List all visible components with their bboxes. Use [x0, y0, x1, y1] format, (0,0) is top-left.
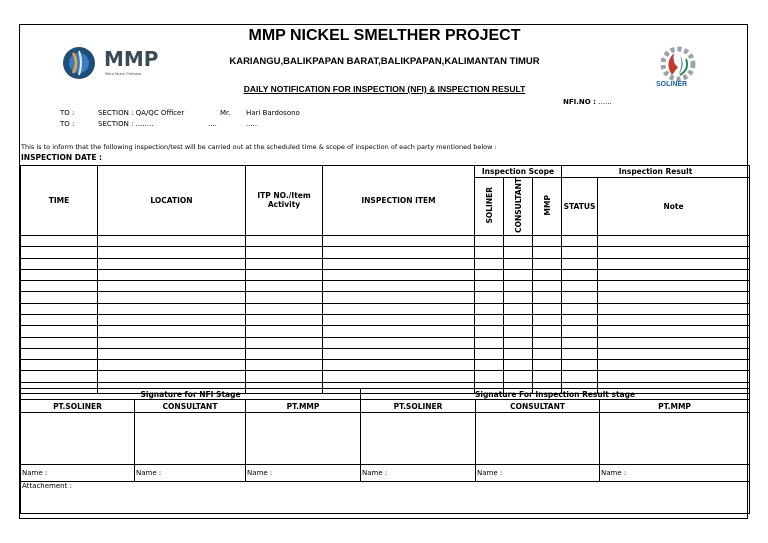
name-field[interactable]: Name : [135, 465, 246, 482]
table-row [21, 247, 750, 258]
table-cell[interactable] [533, 348, 562, 359]
table-cell[interactable] [323, 281, 475, 292]
table-cell[interactable] [598, 235, 750, 246]
table-cell[interactable] [598, 269, 750, 280]
table-cell[interactable] [21, 292, 98, 303]
title-label: .... [208, 120, 217, 128]
table-cell[interactable] [98, 269, 246, 280]
name-field[interactable]: Name : [476, 465, 600, 482]
table-cell[interactable] [475, 247, 504, 258]
addressee-row-1 [20, 109, 420, 119]
form-title: DAILY NOTIFICATION FOR INSPECTION (NFI) & INSPECTION RESULT [243, 84, 526, 94]
table-cell[interactable] [98, 247, 246, 258]
signature-box[interactable] [476, 413, 600, 465]
col-mmp-header: MMP [533, 178, 562, 236]
table-cell[interactable] [475, 348, 504, 359]
title-label: Mr. [220, 109, 231, 117]
table-cell[interactable] [504, 371, 533, 382]
party-mmp-result: PT.MMP [600, 400, 750, 413]
table-cell[interactable] [504, 326, 533, 337]
scope-header: Inspection Scope [475, 166, 562, 178]
table-cell[interactable] [98, 235, 246, 246]
table-cell[interactable] [98, 337, 246, 348]
party-mmp-nfi: PT.MMP [246, 400, 361, 413]
table-cell[interactable] [598, 326, 750, 337]
table-cell[interactable] [475, 281, 504, 292]
table-cell[interactable] [21, 326, 98, 337]
table-cell[interactable] [562, 303, 598, 314]
nfi-stage-header: Signature for NFI Stage [21, 389, 361, 400]
project-title: MMP NICKEL SMELTHER PROJECT [248, 27, 521, 44]
mmp-logo-text: MMP [104, 47, 159, 71]
table-cell[interactable] [246, 292, 323, 303]
col-item-header: INSPECTION ITEM [323, 166, 475, 236]
name-field[interactable]: Name : [361, 465, 476, 482]
table-cell[interactable] [504, 281, 533, 292]
table-row [21, 258, 750, 269]
table-cell[interactable] [475, 258, 504, 269]
table-cell[interactable] [475, 303, 504, 314]
col-location-header: LOCATION [98, 166, 246, 236]
table-cell[interactable] [504, 348, 533, 359]
table-cell[interactable] [246, 303, 323, 314]
table-cell[interactable] [246, 326, 323, 337]
table-cell[interactable] [533, 235, 562, 246]
table-cell[interactable] [246, 337, 323, 348]
table-cell[interactable] [562, 360, 598, 371]
table-cell[interactable] [246, 235, 323, 246]
table-cell[interactable] [475, 292, 504, 303]
table-cell[interactable] [562, 247, 598, 258]
table-cell[interactable] [475, 269, 504, 280]
table-cell[interactable] [562, 348, 598, 359]
result-stage-header: Signature For Inspection Result stage [361, 389, 750, 400]
signature-table [20, 388, 750, 514]
table-cell[interactable] [246, 269, 323, 280]
table-cell[interactable] [246, 371, 323, 382]
table-cell[interactable] [598, 337, 750, 348]
nfi-label: NFI.NO : [563, 98, 596, 106]
table-cell[interactable] [323, 303, 475, 314]
section-label: SECTION : ........ [98, 120, 154, 128]
table-cell[interactable] [533, 247, 562, 258]
table-body [21, 235, 750, 393]
signature-box[interactable] [361, 413, 476, 465]
table-cell[interactable] [98, 326, 246, 337]
table-cell[interactable] [533, 258, 562, 269]
addressee-row-2 [20, 120, 420, 130]
table-row [21, 371, 750, 382]
party-soliner-nfi: PT.SOLINER [21, 400, 135, 413]
table-cell[interactable] [323, 360, 475, 371]
name-field[interactable]: Name : [246, 465, 361, 482]
table-row [21, 326, 750, 337]
table-cell[interactable] [21, 269, 98, 280]
signature-box[interactable] [135, 413, 246, 465]
table-cell[interactable] [323, 348, 475, 359]
table-cell[interactable] [475, 326, 504, 337]
table-cell[interactable] [21, 337, 98, 348]
col-soliner-header: SOLINER [475, 178, 504, 236]
table-cell[interactable] [323, 371, 475, 382]
table-cell[interactable] [98, 371, 246, 382]
inspection-date-label: INSPECTION DATE : [21, 153, 103, 162]
table-cell[interactable] [598, 247, 750, 258]
table-cell[interactable] [21, 281, 98, 292]
table-row [21, 360, 750, 371]
table-cell[interactable] [475, 337, 504, 348]
nfi-form [19, 24, 748, 519]
col-note-header: Note [598, 178, 750, 236]
table-cell[interactable] [323, 315, 475, 326]
table-cell[interactable] [21, 303, 98, 314]
table-row [21, 292, 750, 303]
table-cell[interactable] [562, 337, 598, 348]
table-cell[interactable] [246, 281, 323, 292]
table-cell[interactable] [504, 258, 533, 269]
table-cell[interactable] [562, 326, 598, 337]
inspection-table [20, 165, 750, 394]
table-cell[interactable] [533, 337, 562, 348]
table-cell[interactable] [562, 371, 598, 382]
table-cell[interactable] [504, 360, 533, 371]
addressee-name: ..... [246, 120, 258, 128]
col-status-header: STATUS [562, 178, 598, 236]
table-cell[interactable] [21, 360, 98, 371]
attachment-field[interactable] [21, 482, 750, 514]
soliner-logo-text: SOLINER [656, 81, 688, 88]
table-cell[interactable] [533, 303, 562, 314]
table-cell[interactable] [598, 360, 750, 371]
table-cell[interactable] [533, 281, 562, 292]
table-cell[interactable] [562, 269, 598, 280]
table-row [21, 348, 750, 359]
section-label: SECTION : QA/QC Officer [98, 109, 185, 117]
table-cell[interactable] [21, 258, 98, 269]
to-label: TO : [60, 120, 75, 128]
table-cell[interactable] [533, 269, 562, 280]
table-cell[interactable] [323, 258, 475, 269]
table-cell[interactable] [504, 303, 533, 314]
table-cell[interactable] [475, 315, 504, 326]
party-consultant-result: CONSULTANT [476, 400, 600, 413]
table-cell[interactable] [475, 235, 504, 246]
attachment-label: Attachement : [22, 482, 72, 490]
table-cell[interactable] [98, 315, 246, 326]
table-cell[interactable] [246, 258, 323, 269]
table-row [21, 235, 750, 246]
table-cell[interactable] [598, 348, 750, 359]
table-cell[interactable] [562, 235, 598, 246]
table-cell[interactable] [562, 292, 598, 303]
table-cell[interactable] [475, 371, 504, 382]
signature-box[interactable] [21, 413, 135, 465]
table-cell[interactable] [246, 348, 323, 359]
to-label: TO : [60, 109, 75, 117]
table-row [21, 269, 750, 280]
table-cell[interactable] [323, 337, 475, 348]
table-cell[interactable] [21, 235, 98, 246]
table-cell[interactable] [246, 360, 323, 371]
table-cell[interactable] [504, 337, 533, 348]
table-cell[interactable] [562, 315, 598, 326]
col-consultant-header: CONSULTANT [504, 178, 533, 236]
col-itp-header: ITP NO./Item Activity [246, 166, 323, 236]
signature-box[interactable] [600, 413, 750, 465]
table-cell[interactable] [21, 247, 98, 258]
table-cell[interactable] [98, 281, 246, 292]
table-cell[interactable] [323, 269, 475, 280]
name-field[interactable]: Name : [600, 465, 750, 482]
result-header: Inspection Result [562, 166, 750, 178]
table-cell[interactable] [98, 258, 246, 269]
table-cell[interactable] [504, 235, 533, 246]
table-row [21, 315, 750, 326]
table-cell[interactable] [323, 247, 475, 258]
table-cell[interactable] [246, 315, 323, 326]
table-cell[interactable] [504, 315, 533, 326]
table-cell[interactable] [504, 269, 533, 280]
party-soliner-result: PT.SOLINER [361, 400, 476, 413]
table-cell[interactable] [504, 247, 533, 258]
nfi-number [563, 98, 612, 106]
party-consultant-nfi: CONSULTANT [135, 400, 246, 413]
table-cell[interactable] [562, 281, 598, 292]
table-row [21, 281, 750, 292]
table-cell[interactable] [533, 315, 562, 326]
table-cell[interactable] [598, 281, 750, 292]
table-cell[interactable] [504, 292, 533, 303]
table-cell[interactable] [533, 360, 562, 371]
table-cell[interactable] [475, 360, 504, 371]
table-cell[interactable] [21, 348, 98, 359]
table-cell[interactable] [598, 371, 750, 382]
table-cell[interactable] [98, 348, 246, 359]
table-cell[interactable] [21, 371, 98, 382]
name-field[interactable]: Name : [21, 465, 135, 482]
table-cell[interactable] [98, 303, 246, 314]
table-cell[interactable] [21, 315, 98, 326]
table-cell[interactable] [533, 371, 562, 382]
table-cell[interactable] [323, 235, 475, 246]
table-cell[interactable] [323, 292, 475, 303]
mmp-logo-subtext: Mitra Murni Perkasa [105, 71, 141, 76]
nfi-value: ...... [598, 98, 612, 106]
table-cell[interactable] [562, 258, 598, 269]
table-cell[interactable] [533, 292, 562, 303]
table-row [21, 303, 750, 314]
table-cell[interactable] [598, 258, 750, 269]
addressee-name: Hari Bardosono [246, 109, 300, 117]
table-cell[interactable] [598, 315, 750, 326]
table-cell[interactable] [98, 360, 246, 371]
signature-box[interactable] [246, 413, 361, 465]
col-time-header: TIME [21, 166, 98, 236]
table-cell[interactable] [598, 303, 750, 314]
table-cell[interactable] [246, 247, 323, 258]
table-cell[interactable] [98, 292, 246, 303]
table-cell[interactable] [533, 326, 562, 337]
table-cell[interactable] [598, 292, 750, 303]
project-address: KARIANGU,BALIKPAPAN BARAT,BALIKPAPAN,KALIMANTAN TIMUR [229, 56, 540, 67]
intro-text: This is to inform that the following inspection/test will be carried out at the scheduled time & scope of inspection of each party mentioned below : [21, 143, 497, 151]
table-cell[interactable] [323, 326, 475, 337]
table-row [21, 337, 750, 348]
